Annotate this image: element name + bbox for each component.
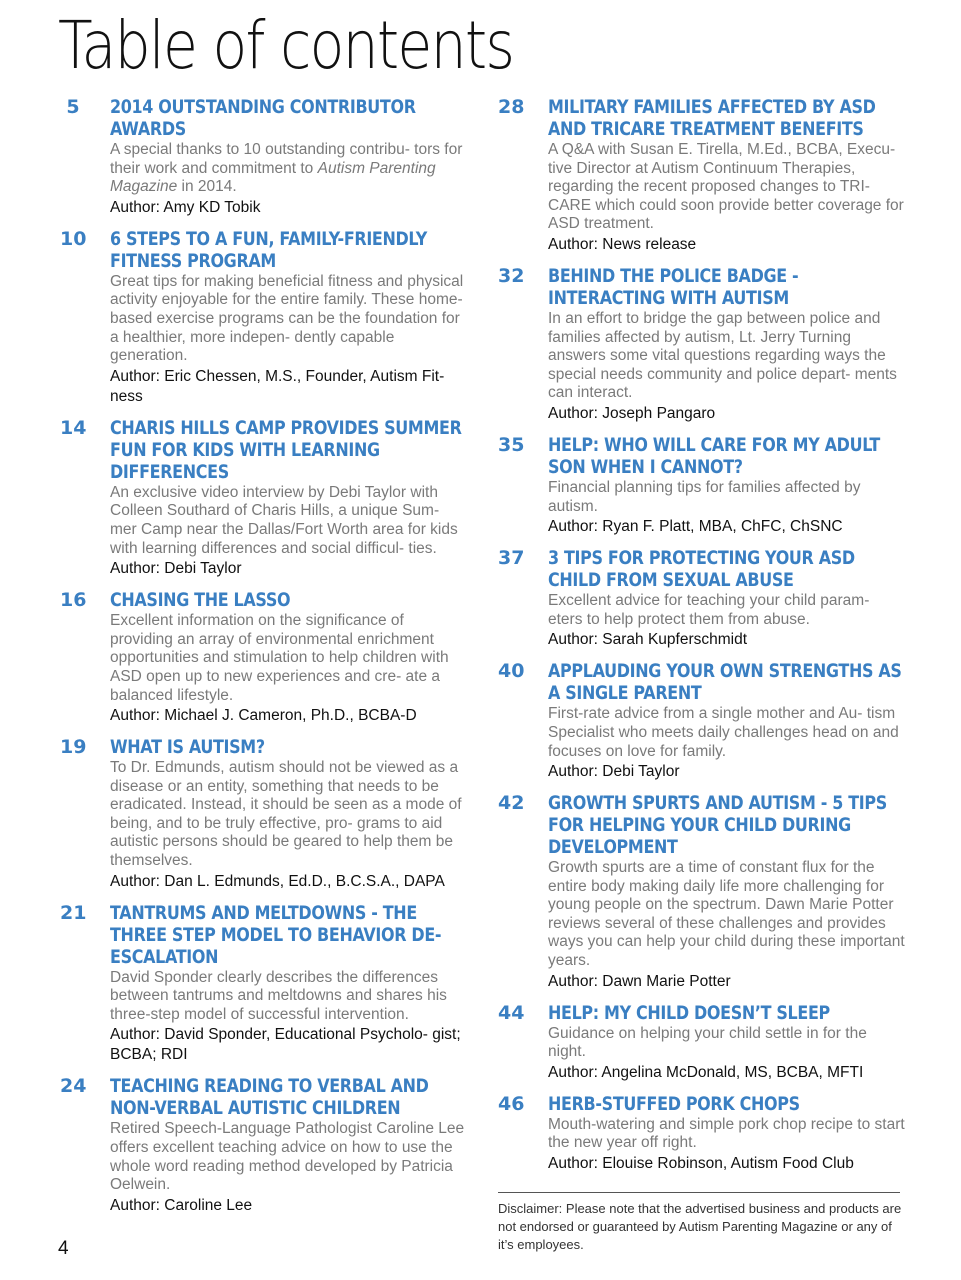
toc-entry[interactable] (498, 434, 908, 537)
entry-description: In an effort to bridge the gap between police and families affected by autism, Lt. Jerry Turning answers some vital questions regarding ways the special needs community and police depart- ments can interact. (548, 309, 897, 402)
entry-author: Author: Sarah Kupferschmidt (548, 631, 748, 649)
entry-heading[interactable]: HELP: WHO WILL CARE FOR MY ADULT SON WHEN I CANNOT? (548, 433, 880, 478)
entry-page-number: 37 (498, 547, 525, 570)
entry-heading[interactable]: BEHIND THE POLICE BADGE - INTERACTING WITH AUTISM (548, 264, 799, 309)
entry-heading[interactable]: TEACHING READING TO VERBAL AND NON-VERBAL AUTISTIC CHILDREN (110, 1075, 429, 1120)
entry-author: Author: Dan L. Edmunds, Ed.D., B.C.S.A., DAPA (110, 872, 445, 890)
entry-description: Excellent advice for teaching your child param- eters to help protect them from abuse. (548, 592, 870, 628)
entry-description: To Dr. Edmunds, autism should not be viewed as a disease or an entity, something that needs to be eradicated. Instead, it should be seen as a mode of being, and to be truly effective, pro- grams to aid autistic persons should be geared to help them be themselves. (110, 759, 462, 870)
entry-description: First-rate advice from a single mother and Au- tism Specialist who meets daily challenges head on and focuses on love for family. (548, 705, 899, 760)
entry-heading[interactable]: HERB-STUFFED PORK CHOPS (548, 1092, 800, 1115)
entry-heading[interactable]: HELP: MY CHILD DOESN’T SLEEP (548, 1001, 830, 1024)
entry-description: Guidance on helping your child settle in for the night. (548, 1024, 867, 1061)
toc-entry[interactable] (498, 792, 908, 992)
toc-entry[interactable] (498, 96, 908, 255)
toc-entry[interactable] (498, 1093, 908, 1174)
magazine-name: Autism Parenting Magazine (110, 159, 436, 196)
entry-author: Author: Michael J. Cameron, Ph.D., BCBA-D (110, 707, 417, 725)
toc-entry[interactable] (498, 547, 908, 650)
toc-entry[interactable] (60, 228, 465, 407)
entry-description: Retired Speech-Language Pathologist Caroline Lee offers excellent teaching advice on how to use the whole word reading method developed by Patricia Oelwein. (110, 1120, 465, 1194)
entry-description: David Sponder clearly describes the differences between tantrums and meltdowns and shares his three-step model of successful intervention. (110, 968, 447, 1023)
entry-page-number: 21 (60, 901, 87, 924)
entry-description: Financial planning tips for families affected by autism. (548, 478, 861, 515)
entry-description: An exclusive video interview by Debi Taylor with Colleen Southard of Charis Hills, a unique Sum- mer Camp near the Dallas/Fort Worth area for kids with learning differences and social difficul- ties. (110, 483, 458, 557)
entry-heading[interactable]: 3 TIPS FOR PROTECTING YOUR ASD CHILD FROM SEXUAL ABUSE (548, 547, 855, 592)
toc-column-left (60, 96, 465, 1226)
entry-page-number: 40 (498, 660, 525, 683)
entry-heading[interactable]: TANTRUMS AND MELTDOWNS - THE THREE STEP MODEL TO BEHAVIOR DE-ESCALATION (110, 901, 442, 968)
entry-heading[interactable]: GROWTH SPURTS AND AUTISM - 5 TIPS FOR HELPING YOUR CHILD DURING DEVELOPMENT (548, 792, 887, 859)
entry-heading[interactable]: CHASING THE LASSO (110, 589, 291, 612)
entry-heading[interactable]: APPLAUDING YOUR OWN STRENGTHS AS A SINGLE PARENT (548, 660, 902, 705)
entry-author: Author: Eric Chessen, M.S., Founder, Autism Fit- ness (110, 367, 445, 405)
toc-entry[interactable] (498, 660, 908, 782)
toc-entry[interactable] (60, 1075, 465, 1215)
entry-page-number: 35 (498, 433, 525, 456)
entry-description: A Q&A with Susan E. Tirella, M.Ed., BCBA, Execu- tive Director at Autism Continuum Therapies, regarding the recent proposed changes to TRI- CARE which could soon provide better coverage for ASD treatment. (548, 141, 904, 233)
toc-entry[interactable] (60, 589, 465, 726)
toc-entry[interactable] (60, 736, 465, 892)
entry-heading[interactable]: CHARIS HILLS CAMP PROVIDES SUMMER FUN FOR KIDS WITH LEARNING DIFFERENCES (110, 416, 462, 483)
entry-author: Author: Dawn Marie Potter (548, 972, 731, 990)
entry-heading[interactable]: 6 STEPS TO A FUN, FAMILY-FRIENDLY FITNESS PROGRAM (110, 227, 428, 272)
page-number: 4 (58, 1238, 69, 1259)
entry-page-number: 14 (60, 416, 87, 439)
toc-entry[interactable] (498, 1002, 908, 1083)
disclaimer-text: Disclaimer: Please note that the advertised business and products are not endorsed or guaranteed by Autism Parenting Magazine or any of it’s employees. (498, 1201, 902, 1252)
entry-heading[interactable]: WHAT IS AUTISM? (110, 736, 265, 759)
entry-description: Great tips for making beneficial fitness and physical activity enjoyable for the entire family. These home-based exercise programs can be the foundation for a healthier, more indepen- dently capable generation. (110, 272, 464, 365)
entry-heading[interactable]: 2014 OUTSTANDING CONTRIBUTOR AWARDS (110, 96, 416, 140)
entry-description: Growth spurts are a time of constant flux for the entire body making daily life more challenging for young people on the spectrum. Dawn Marie Potter reviews several of these challenges and provides ways you can help your child during these important years. (548, 859, 905, 970)
entry-author: Author: Amy KD Tobik (110, 198, 261, 216)
entry-page-number: 24 (60, 1075, 87, 1098)
entry-page-number: 32 (498, 264, 525, 287)
toc-entry[interactable] (60, 417, 465, 579)
entry-author: Author: Debi Taylor (110, 560, 242, 578)
entry-description: A special thanks to 10 outstanding contribu- tors for their work and commitment to Autism Parenting Magazine in 2014. (110, 141, 463, 196)
entry-heading[interactable]: MILITARY FAMILIES AFFECTED BY ASD AND TRICARE TREATMENT BENEFITS (548, 96, 876, 140)
entry-description: Excellent information on the significance of providing an array of environmental enrichment opportunities and stimulation to help children with ASD open up to new experiences and cre- ate a balanced lifestyle. (110, 612, 449, 704)
entry-page-number: 42 (498, 792, 525, 815)
entry-page-number: 44 (498, 1001, 525, 1024)
entry-description: Mouth-watering and simple pork chop recipe to start the new year off right. (548, 1115, 905, 1152)
entry-author: Author: Caroline Lee (110, 1196, 253, 1214)
entry-author: Author: Debi Taylor (548, 763, 680, 781)
entry-page-number: 5 (66, 96, 80, 118)
toc-column-right (498, 96, 908, 1184)
page-title: Table of contents (58, 7, 514, 84)
entry-page-number: 19 (60, 736, 87, 759)
entry-page-number: 46 (498, 1092, 525, 1115)
toc-entry[interactable] (498, 265, 908, 424)
entry-author: Author: Elouise Robinson, Autism Food Club (548, 1155, 854, 1173)
disclaimer-divider (498, 1192, 900, 1193)
toc-entry[interactable] (60, 96, 465, 218)
toc-entry[interactable] (60, 902, 465, 1066)
entry-page-number: 10 (60, 227, 87, 250)
entry-author: Author: David Sponder, Educational Psycholo- gist; BCBA; RDI (110, 1026, 461, 1064)
entry-author: Author: News release (548, 235, 697, 253)
entry-page-number: 28 (498, 96, 525, 118)
entry-page-number: 16 (60, 589, 87, 612)
entry-author: Author: Joseph Pangaro (548, 404, 716, 422)
entry-author: Author: Angelina McDonald, MS, BCBA, MFTI (548, 1063, 864, 1081)
entry-author: Author: Ryan F. Platt, MBA, ChFC, ChSNC (548, 518, 843, 536)
